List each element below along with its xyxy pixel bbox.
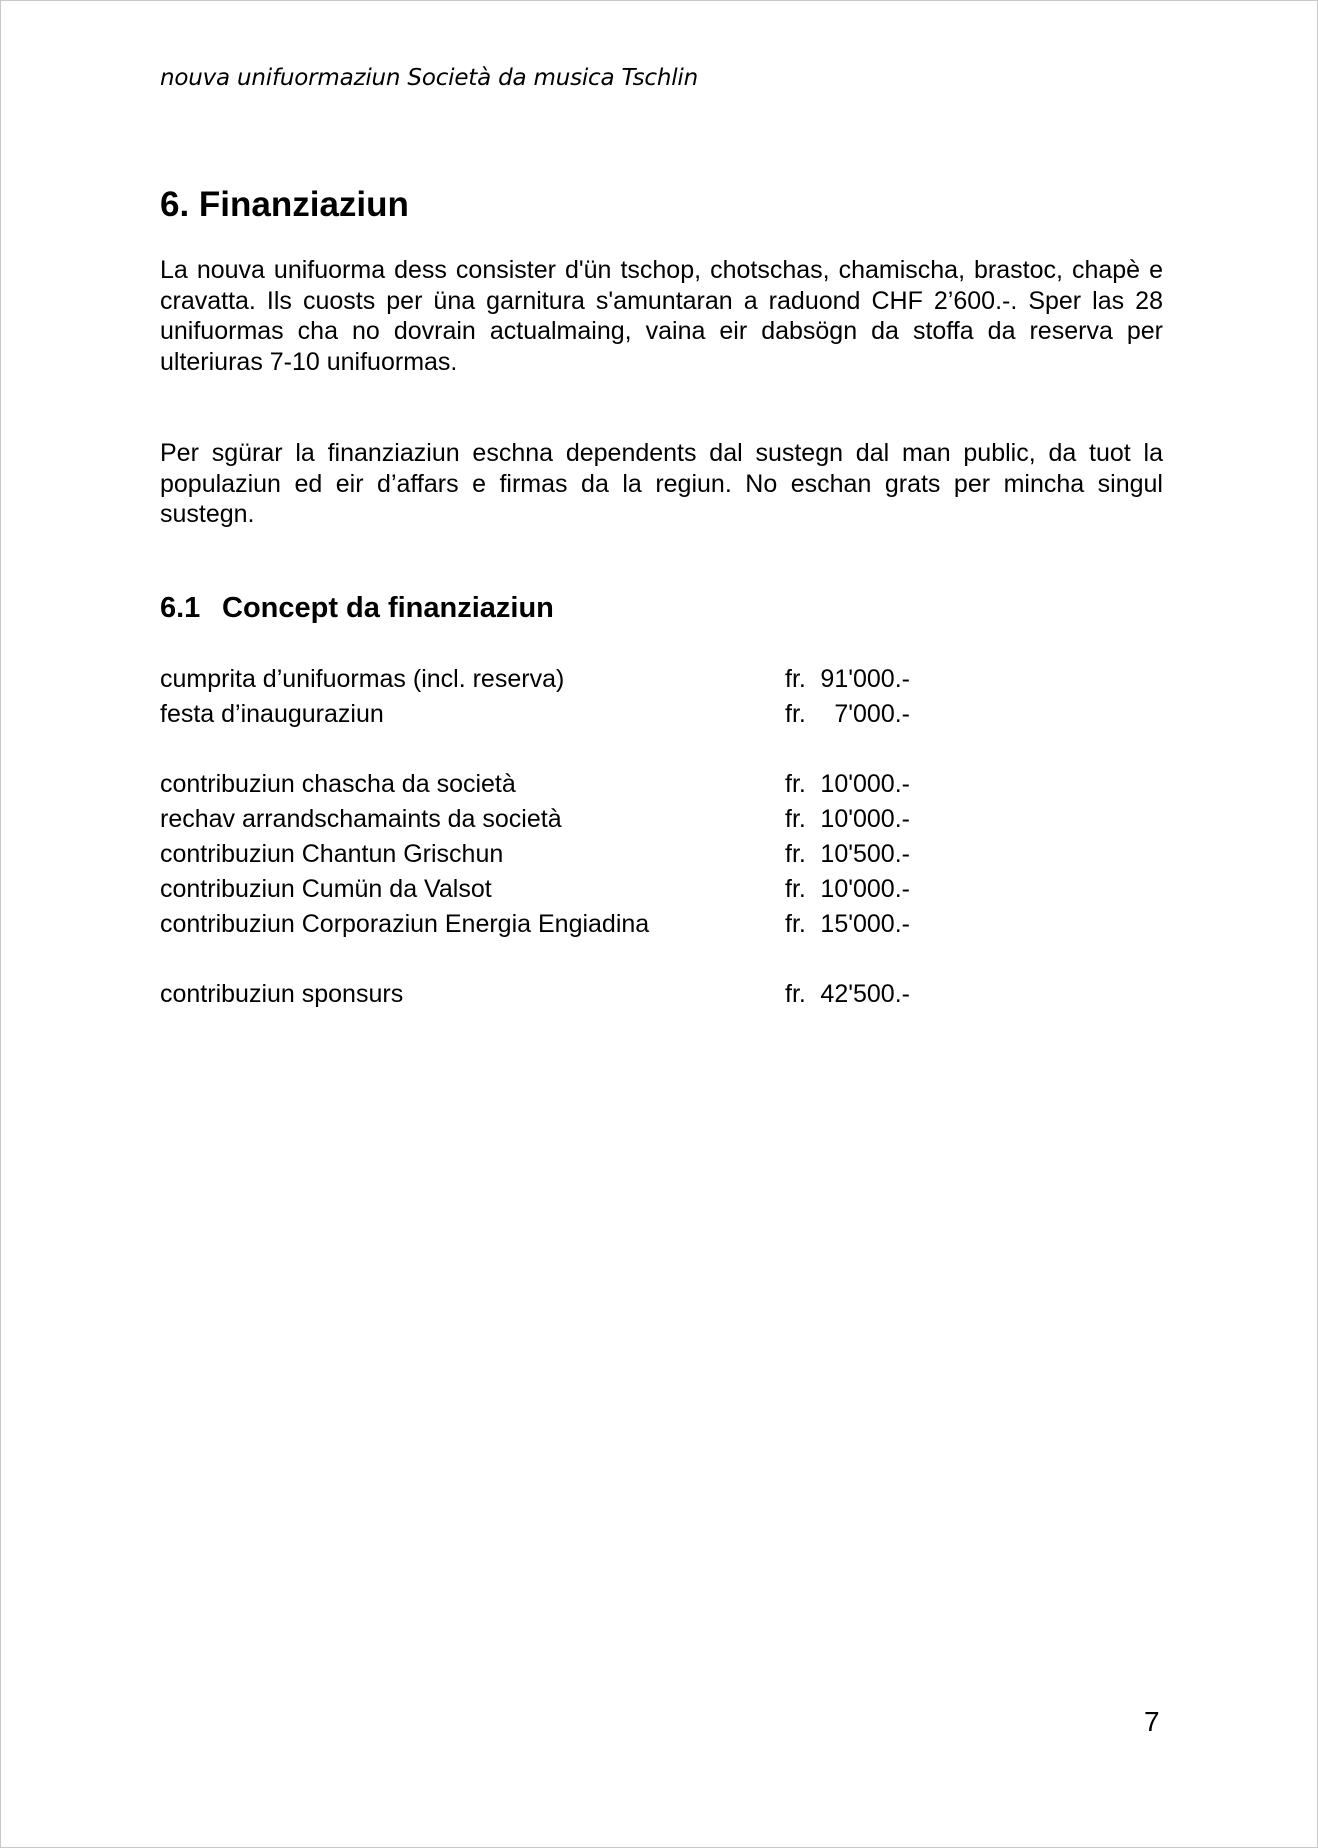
section-title: 6. Finanziaziun	[160, 185, 409, 224]
finance-concept-list	[160, 662, 980, 1012]
finance-row	[160, 837, 980, 872]
amount-value: 7'000.-	[834, 700, 910, 728]
finance-amount	[785, 662, 910, 697]
finance-row	[160, 802, 980, 837]
amount-value: 42'500.-	[820, 980, 910, 1008]
finance-row	[160, 767, 980, 802]
finance-row	[160, 907, 980, 942]
amount-value: 10'000.-	[820, 875, 910, 903]
currency-label: fr.	[785, 875, 806, 903]
finance-label: cumprita d’unifuormas (incl. reserva)	[160, 665, 565, 693]
finance-label: festa d’inauguraziun	[160, 700, 384, 728]
currency-label: fr.	[785, 665, 806, 693]
finance-amount	[785, 977, 910, 1012]
finance-label: contribuziun Chantun Grischun	[160, 840, 504, 868]
finance-amount	[785, 802, 910, 837]
currency-label: fr.	[785, 910, 806, 938]
finance-amount	[785, 837, 910, 872]
finance-label: contribuziun Corporaziun Energia Engiadina	[160, 910, 650, 938]
subsection-number: 6.1	[160, 592, 201, 624]
finance-amount	[785, 767, 910, 802]
list-spacer	[160, 732, 980, 767]
running-header: nouva unifuormaziun Società da musica Tschlin	[160, 65, 698, 91]
finance-row	[160, 872, 980, 907]
intro-paragraph: La nouva unifuorma dess consister d'ün tschop, chotschas, chamischa, brastoc, chapè e cravatta. Ils cuosts per üna garnitura s'amuntaran a raduond CHF 2’600.-. Sper las 28 unifuormas cha no dovrain actualmaing, vaina eir dabsögn da stoffa da reserva per ulteriuras 7-10 unifuormas.	[160, 256, 1163, 376]
currency-label: fr.	[785, 840, 806, 868]
finance-label: contribuziun chascha da società	[160, 770, 516, 798]
finance-row	[160, 662, 980, 697]
finance-row	[160, 977, 980, 1012]
subsection-title-text: Concept da finanziaziun	[222, 592, 554, 624]
finance-amount	[785, 872, 910, 907]
list-spacer	[160, 942, 980, 977]
finance-label: rechav arrandschamaints da società	[160, 805, 562, 833]
amount-value: 10'000.-	[820, 770, 910, 798]
currency-label: fr.	[785, 770, 806, 798]
finance-label: contribuziun Cumün da Valsot	[160, 875, 492, 903]
finance-label: contribuziun sponsurs	[160, 980, 404, 1008]
amount-value: 10'500.-	[820, 840, 910, 868]
subsection-title	[160, 592, 554, 625]
amount-value: 10'000.-	[820, 805, 910, 833]
finance-amount	[785, 697, 910, 732]
currency-label: fr.	[785, 805, 806, 833]
amount-value: 15'000.-	[820, 910, 910, 938]
funding-paragraph: Per sgürar la finanziaziun eschna dependents dal sustegn dal man public, da tuot la populaziun ed eir d’affars e firmas da la regiun. No eschan grats per mincha singul sustegn.	[160, 439, 1163, 528]
finance-row	[160, 697, 980, 732]
currency-label: fr.	[785, 980, 806, 1008]
currency-label: fr.	[785, 700, 806, 728]
amount-value: 91'000.-	[820, 665, 910, 693]
page-number: 7	[1144, 1706, 1160, 1737]
finance-amount	[785, 907, 910, 942]
